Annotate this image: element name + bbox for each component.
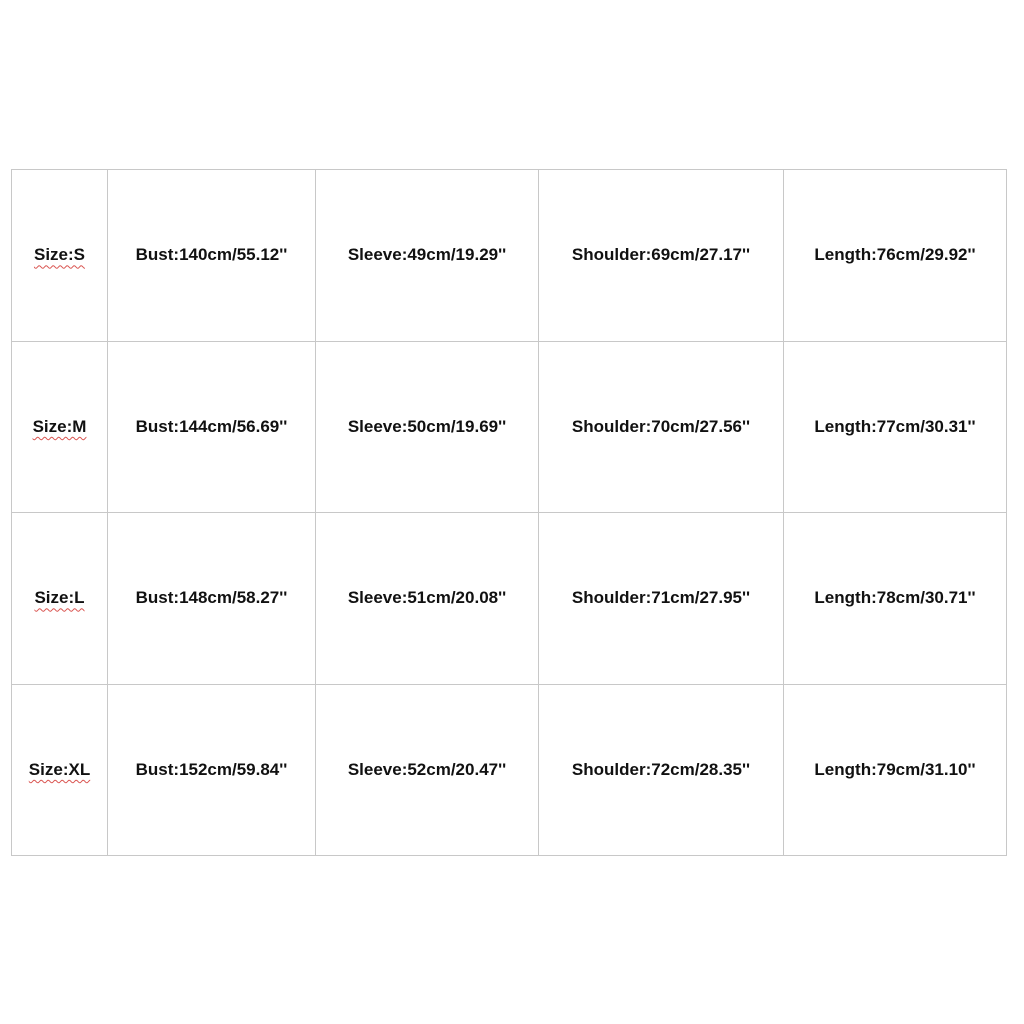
size-cell bbox=[12, 341, 108, 513]
table-row bbox=[12, 341, 1007, 513]
bust-cell: Bust:152cm/59.84'' bbox=[108, 684, 316, 856]
size-cell bbox=[12, 684, 108, 856]
shoulder-cell: Shoulder:71cm/27.95'' bbox=[539, 513, 784, 685]
length-cell: Length:79cm/31.10'' bbox=[784, 684, 1007, 856]
size-cell bbox=[12, 513, 108, 685]
sleeve-cell: Sleeve:51cm/20.08'' bbox=[316, 513, 539, 685]
size-label: Size:S bbox=[33, 245, 86, 265]
size-label: Size:M bbox=[32, 416, 87, 436]
bust-cell: Bust:144cm/56.69'' bbox=[108, 341, 316, 513]
length-cell: Length:76cm/29.92'' bbox=[784, 170, 1007, 342]
shoulder-cell: Shoulder:69cm/27.17'' bbox=[539, 170, 784, 342]
size-cell bbox=[12, 170, 108, 342]
length-cell: Length:78cm/30.71'' bbox=[784, 513, 1007, 685]
bust-cell: Bust:148cm/58.27'' bbox=[108, 513, 316, 685]
sleeve-cell: Sleeve:50cm/19.69'' bbox=[316, 341, 539, 513]
size-chart-table bbox=[11, 169, 1007, 856]
shoulder-cell: Shoulder:70cm/27.56'' bbox=[539, 341, 784, 513]
size-label: Size:L bbox=[34, 588, 85, 608]
size-label: Size:XL bbox=[28, 759, 91, 779]
bust-cell: Bust:140cm/55.12'' bbox=[108, 170, 316, 342]
table-row bbox=[12, 684, 1007, 856]
length-cell: Length:77cm/30.31'' bbox=[784, 341, 1007, 513]
sleeve-cell: Sleeve:49cm/19.29'' bbox=[316, 170, 539, 342]
table-row bbox=[12, 513, 1007, 685]
sleeve-cell: Sleeve:52cm/20.47'' bbox=[316, 684, 539, 856]
table-row bbox=[12, 170, 1007, 342]
shoulder-cell: Shoulder:72cm/28.35'' bbox=[539, 684, 784, 856]
